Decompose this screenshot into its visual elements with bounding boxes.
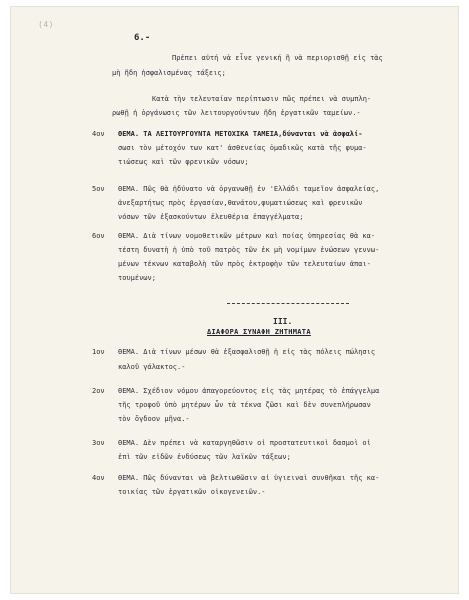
question-text: τὸν ὄγδοον μῆνα.-: [118, 415, 190, 423]
question-text: ἐπὶ τῶν εἰδῶν ἐνδύσεως τῶν λαϊκῶν τάξεων;: [118, 453, 291, 461]
question-text: ΘΕΜΑ. ΤΑ ΛΕΙΤΟΥΡΓΟΥΝΤΑ ΜΕΤΟΧΙΚΑ ΤΑΜΕΙΑ,δύνανται νὰ ἀσφαλί-: [118, 130, 363, 138]
text-line: Πρέπει αὐτή νὰ εἶνε γενική ἢ νὰ περιορισθῇ εἰς τὰς: [172, 54, 383, 62]
question-number: 2ον: [92, 387, 105, 395]
section-divider: [227, 303, 349, 304]
question-text: ΘΕΜΑ. Διὰ τίνων μέσων θὰ ἐξασφαλισθῇ ἡ εἰς τὰς πόλεις πώλησις: [118, 348, 376, 356]
question-text: ΘΕΜΑ. Δὲν πρέπει νὰ καταργηθῶσιν οἱ προστατευτικοὶ δασμοὶ οἱ: [118, 439, 371, 447]
question-number: 4ον: [92, 130, 105, 138]
question-text: ΘΕΜΑ. Σχέδιον νόμου ἀπαγορεύοντος εἰς τὰς μητέρας τὸ ἐπάγγελμα: [118, 387, 380, 395]
section-numeral: III.: [273, 317, 293, 326]
question-text: τουμένων;: [118, 274, 156, 282]
question-text: τῆς τροφοῦ ὑπὸ μητέρων ὧν τὰ τέκνα ζῶσι καὶ δὲν συνεπλήρωσαν: [118, 401, 371, 409]
question-number: 4ον: [92, 474, 105, 482]
text-line: ρωθῇ ἡ ὀργάνωσις τῶν λειτουργούντων ἤδη ἐργατικῶν ταμείων.-: [112, 109, 361, 117]
question-text: ΘΕΜΑ. Πῶς θὰ ἠδύνατο νὰ ὀργανωθῇ ἐν 'Ελλάδι ταμεῖον ἀσφαλείας,: [118, 185, 380, 193]
question-number: 3ον: [92, 439, 105, 447]
question-number: 1ον: [92, 348, 105, 356]
question-text: μένων τέκνων καταβολὴ τῶν πρὸς ἐκτροφὴν τῶν τελευταίων ἀπαι-: [118, 260, 371, 268]
page-number: 6.-: [134, 33, 151, 43]
section-title: ΔΙΑΦΟΡΑ ΣΥΝΑΦΗ ΖΗΤΗΜΑΤΑ: [207, 328, 311, 336]
pencil-mark: (4): [38, 20, 54, 29]
question-text: τοικίας τῶν ἐργατικῶν οἰκογενειῶν.-: [118, 488, 266, 496]
question-text: ἀνεξαρτήτως πρὸς ἐργασίαν,θανάτου,φυματιώσεως καὶ φρενικῶν: [118, 199, 363, 207]
question-text: τιώσεως καὶ τῶν φρενικῶν νόσων;: [118, 158, 249, 166]
question-text: καλοῦ γάλακτος.-: [118, 363, 186, 371]
question-number: 6ον: [92, 232, 105, 240]
typewritten-page: [10, 6, 459, 594]
question-text: νόσων τῶν ἐξασκούντων ἐλευθέρια ἐπαγγέλματα;: [118, 213, 304, 221]
question-text: τέστη δυνατὴ ἡ ὑπὸ τοῦ πατρὸς τῶν ἐκ μὴ νομίμων ἐνώσεων γεννω-: [118, 246, 380, 254]
question-text: σωσι τὸν μέτοχόν των κατ' ἀσθενείας ὀμαδικῶς κατὰ τῆς φυμα-: [118, 144, 367, 152]
question-text: ΘΕΜΑ. Διὰ τίνων νομοθετικῶν μέτρων καὶ ποίας ὑπηρεσίας θὰ κα-: [118, 232, 376, 240]
text-line: Κατὰ τὴν τελευταίαν περίπτωσιν πῶς πρέπει νὰ συμπλη-: [152, 95, 372, 103]
text-line: μὴ ἤδη ἠσφαλισμένας τάξεις;: [112, 69, 226, 77]
question-number: 5ον: [92, 185, 105, 193]
question-text: ΘΕΜΑ. Πῶς δύνανται νὰ βελτιωθῶσιν αἱ ὑγιειναὶ συνθῆκαι τῆς κα-: [118, 474, 380, 482]
